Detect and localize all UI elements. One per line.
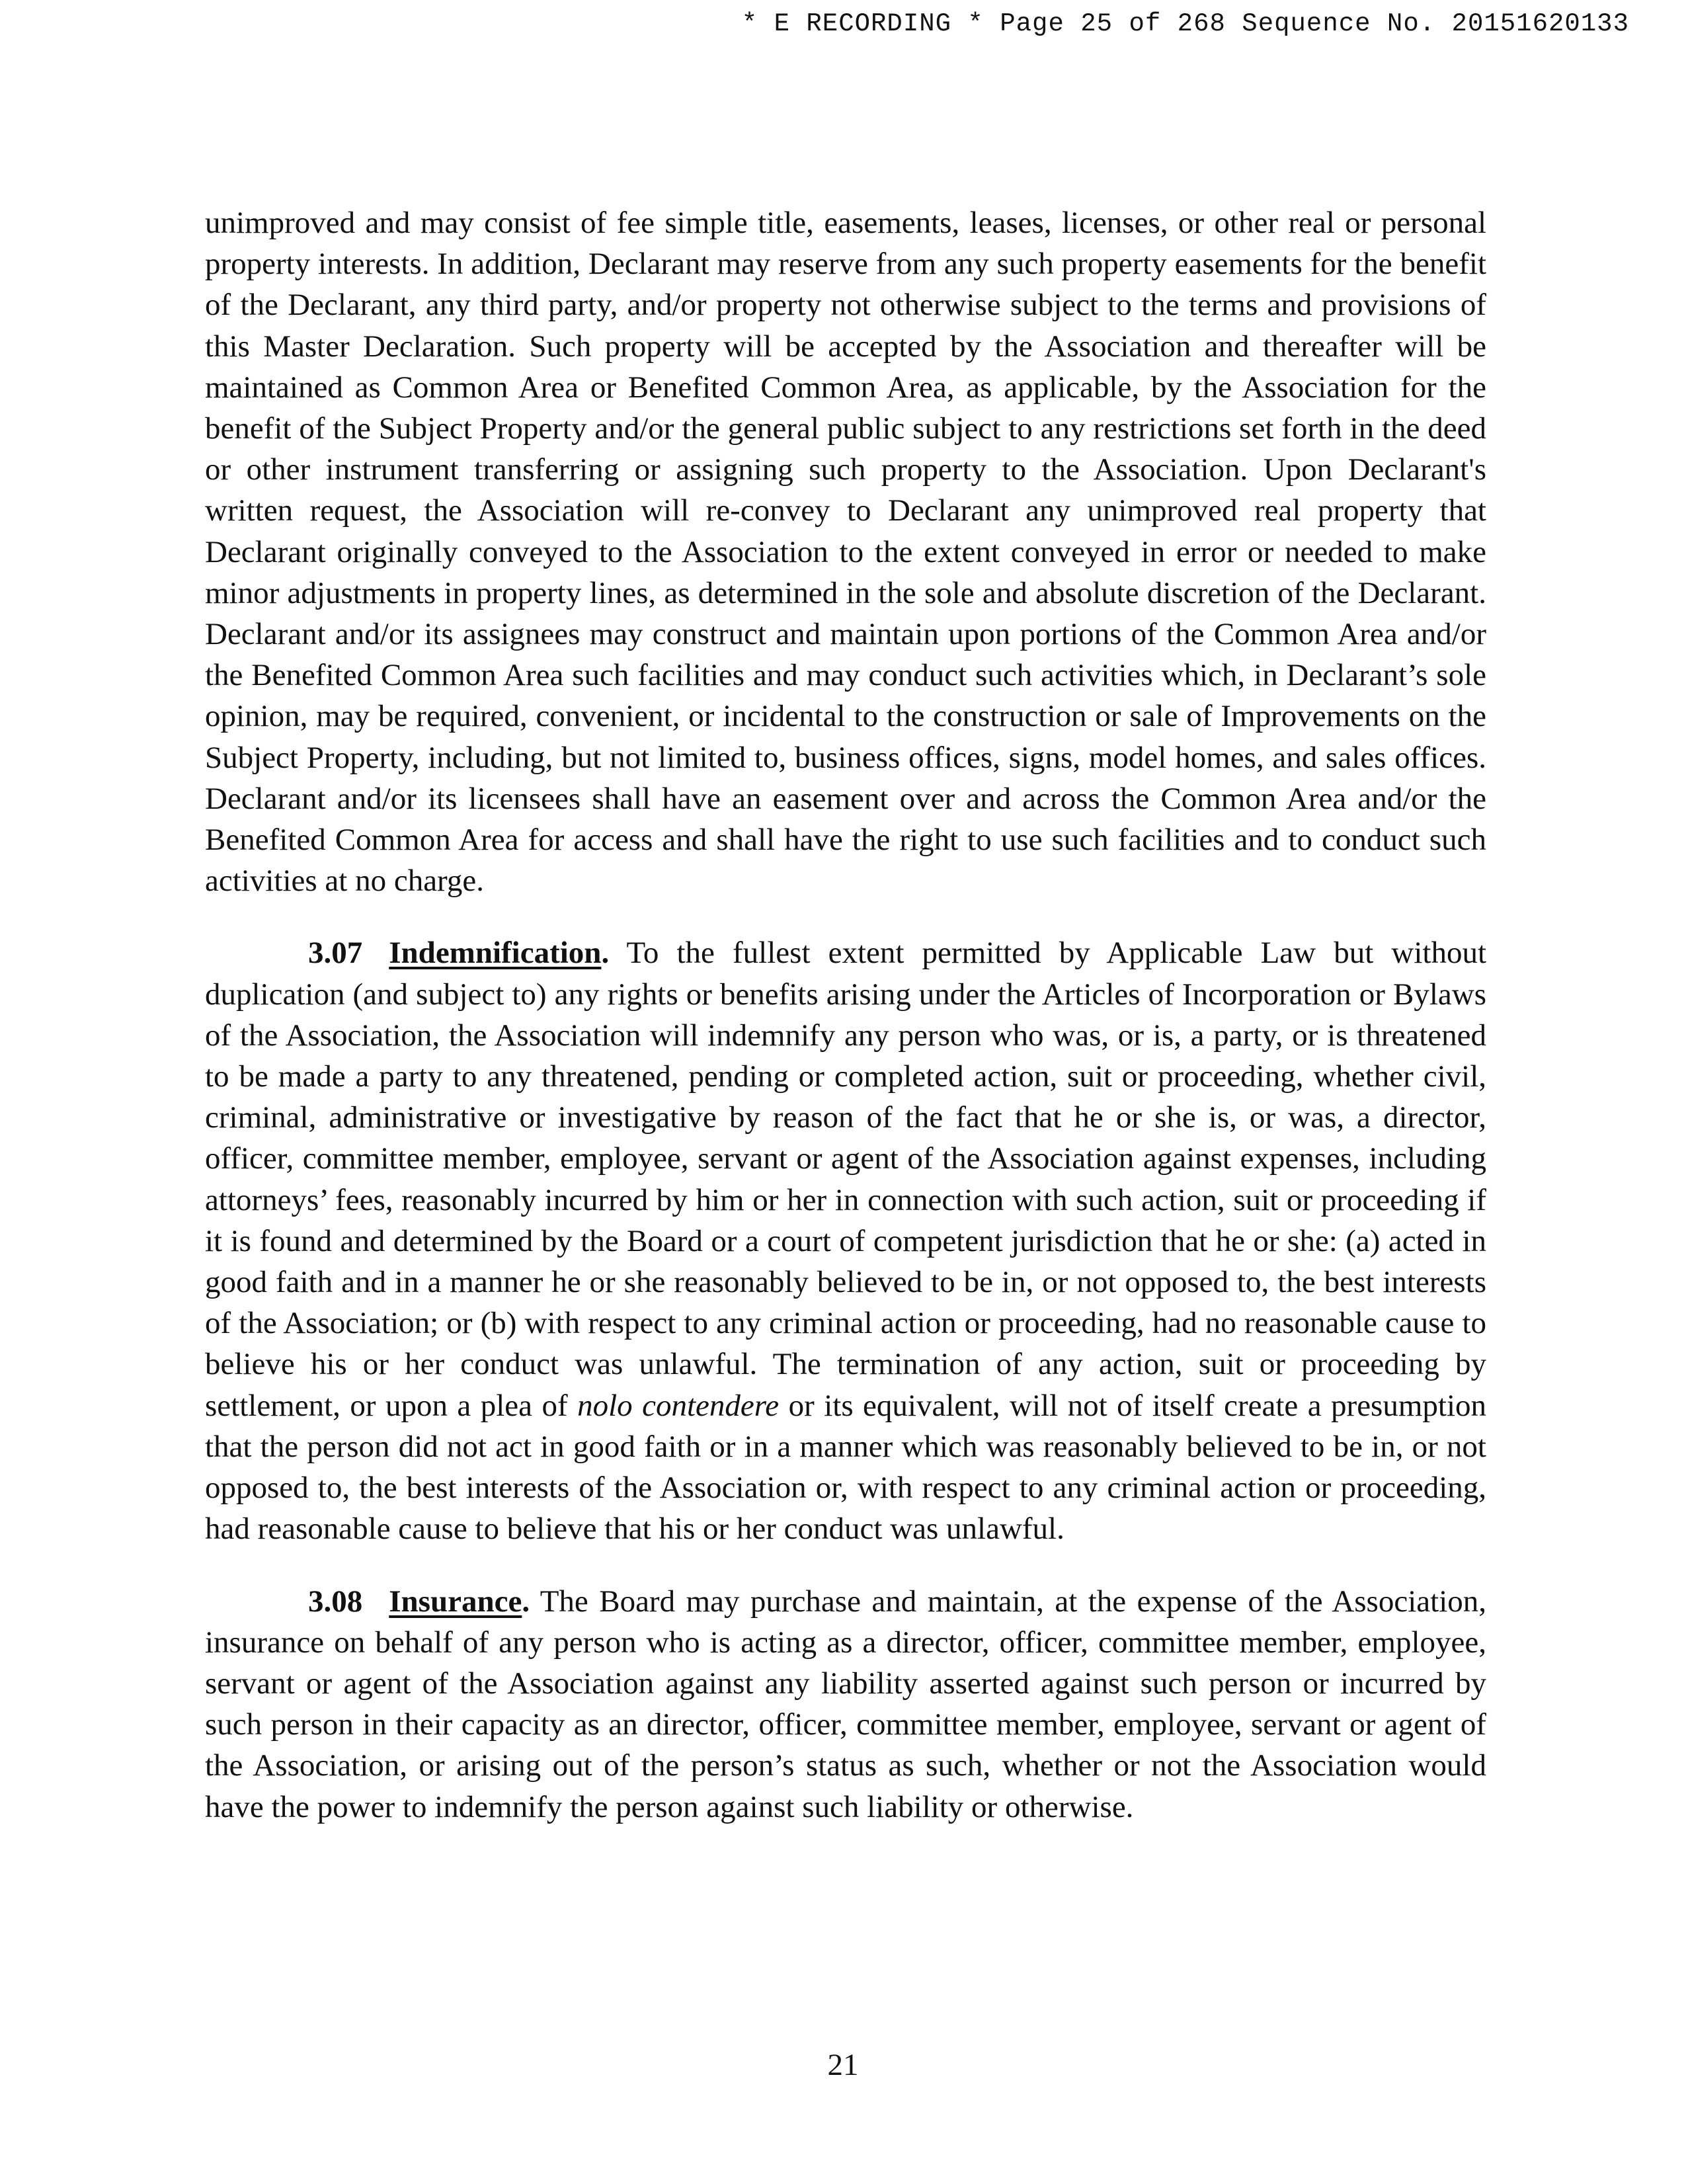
continuation-paragraph: unimproved and may consist of fee simple title, easements, leases, licenses, or other real or personal property interests. In addition, Declarant may reserve from any such property easements for the benefit of the Declarant, any third party, and/or property not otherwise subject to the terms and provisions of this Master Declaration. Such property will be accepted by the Association and thereafter will be maintained as Common Area or Benefited Common Area, as applicable, by the Association for the benefit of the Subject Property and/or the general public subject to any restrictions set forth in the deed or other instrument transferring or assigning such property to the Association. Upon Declarant's written request, the Association will re-convey to Declarant any unimproved real property that Declarant originally conveyed to the Association to the extent conveyed in error or needed to make minor adjustments in property lines, as determined in the sole and absolute discretion of the Declarant. Declarant and/or its assignees may construct and maintain upon portions of the Common Area and/or the Benefited Common Area such facilities and may conduct such activities which, in Declarant’s sole opinion, may be required, convenient, or incidental to the construction or sale of Improvements on the Subject Property, including, but not limited to, business offices, signs, model homes, and sales offices. Declarant and/or its licensees shall have an easement over and across the Common Area and/or the Benefited Common Area for access and shall have the right to use such facilities and to conduct such activities at no charge.: [205, 206, 1486, 899]
section-3-08-title: Insurance: [389, 1584, 522, 1619]
section-3-07-italic-term: nolo contendere: [577, 1388, 780, 1423]
recording-stamp-header: * E RECORDING * Page 25 of 268 Sequence No. 20151620133: [741, 9, 1629, 38]
section-3-08-number: 3.08: [308, 1584, 363, 1619]
section-3-07-text-part1: To the fullest extent permitted by Applicable Law but without duplication (and subject to) any rights or benefits arising under the Articles of Incorporation or Bylaws of the Association, the Association will indemnify any person who was, or is, a party, or is threatened to be made a party to any threatened, pending or completed action, suit or proceeding, whether civil, criminal, administrative or investigative by reason of the fact that he or she is, or was, a director, officer, committee member, employee, servant or agent of the Association against expenses, including attorneys’ fees, reasonably incurred by him or her in connection with such action, suit or proceeding if it is found and determined by the Board or a court of competent jurisdiction that he or she: (a) acted in good faith and in a manner he or she reasonably believed to be in, or not opposed to, the best interests of the Association; or (b) with respect to any criminal action or proceeding, had no reasonable cause to believe his or her conduct was unlawful. The termination of any action, suit or proceeding by settlement, or upon a plea of: [205, 936, 1486, 1423]
page-number: 21: [827, 2048, 859, 2082]
section-3-08-text: The Board may purchase and maintain, at the expense of the Association, insurance on behalf of any person who is acting as a director, officer, committee member, employee, servant or agent of the Association against any liability asserted against such person or incurred by such person in their capacity as an director, officer, committee member, employee, servant or agent of the Association, or arising out of the person’s status as such, whether or not the Association would have the power to indemnify the person against such liability or otherwise.: [205, 1584, 1486, 1824]
section-3-07-title: Indemnification: [389, 936, 602, 971]
section-3-07-paragraph: [205, 932, 1486, 1549]
section-3-07-number: 3.07: [308, 936, 363, 971]
section-3-08-title-period: .: [522, 1584, 530, 1619]
section-3-07-text-part2: or its equivalent, will not of itself create a presumption that the person did not act in good faith or in a manner which was reasonably believed to be in, or not opposed to, the best interests of the Association or, with respect to any criminal action or proceeding, had reasonable cause to believe that his or her conduct was unlawful.: [205, 1388, 1487, 1547]
document-body: [205, 202, 1486, 1828]
section-3-08-paragraph: [205, 1581, 1486, 1828]
section-3-07-title-period: .: [601, 936, 610, 971]
